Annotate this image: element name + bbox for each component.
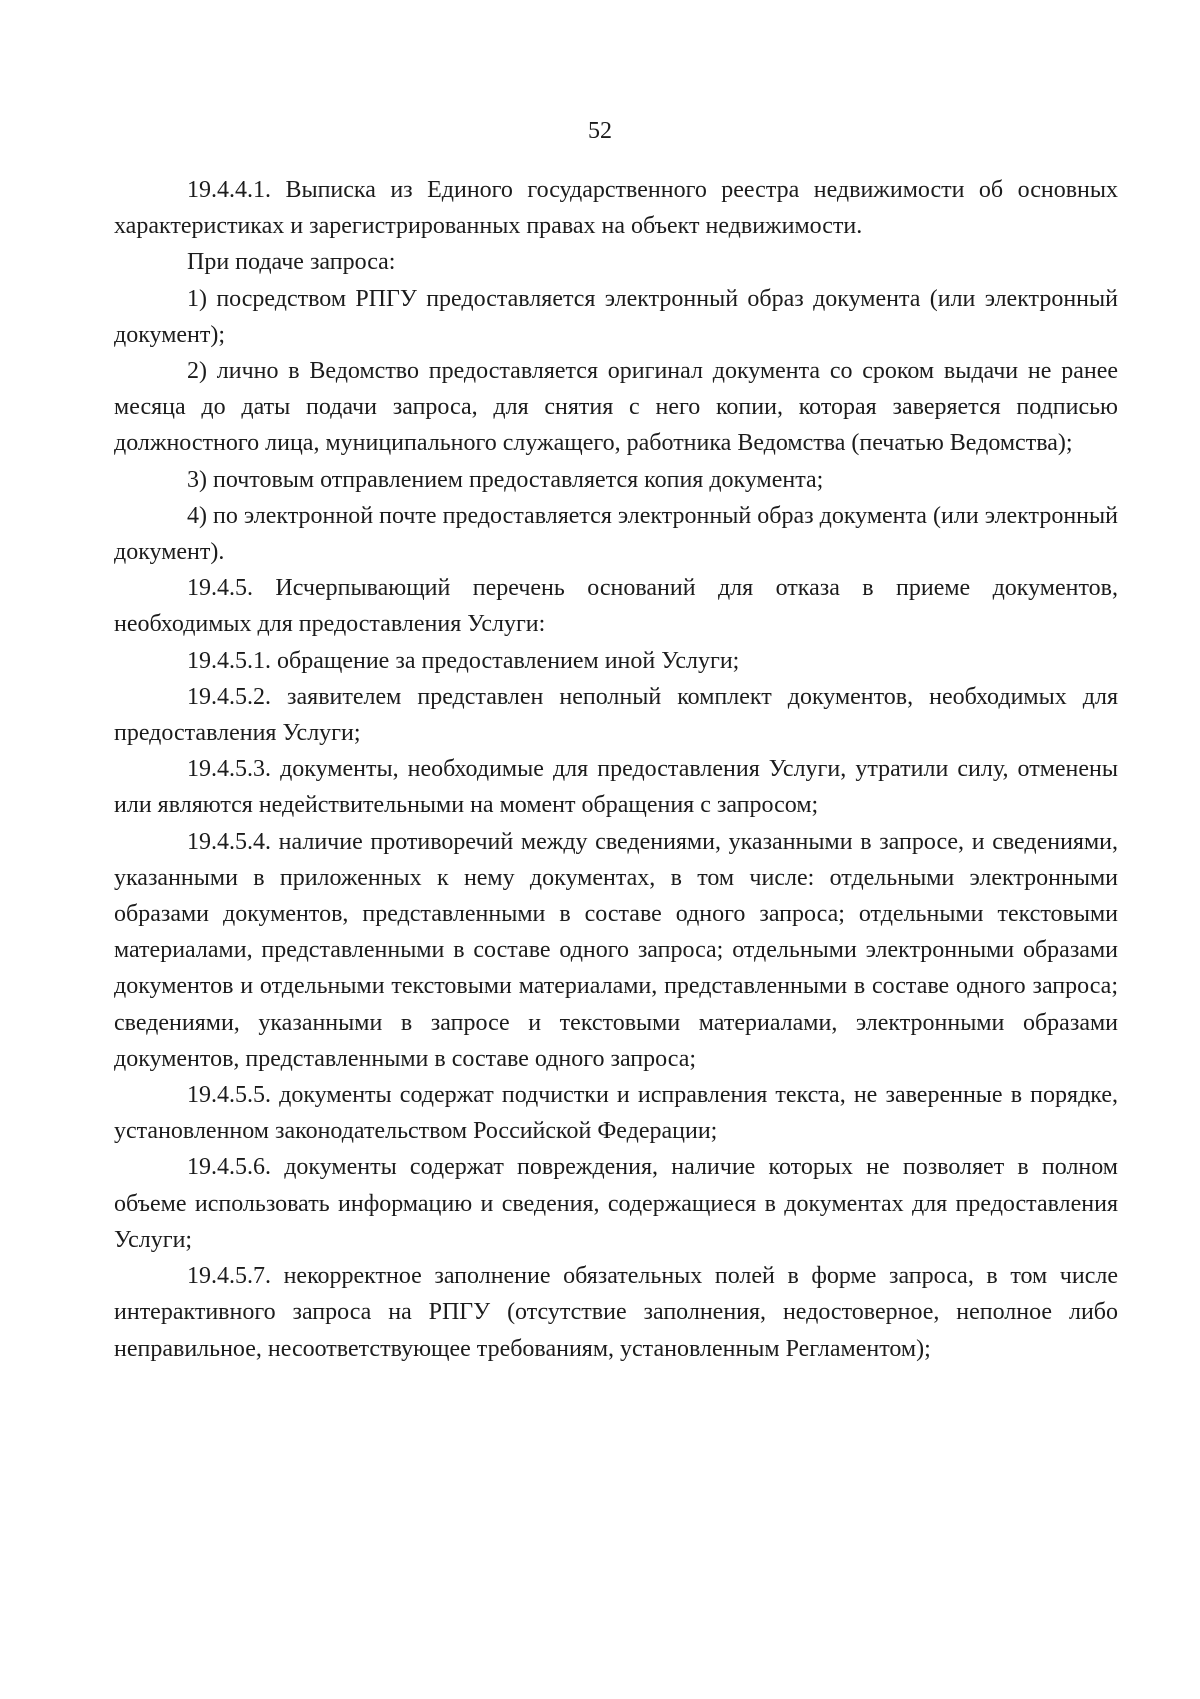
paragraph-19-4-5-1: 19.4.5.1. обращение за предоставлением иной Услуги;	[187, 647, 740, 674]
paragraph-19-4-5-7: 19.4.5.7. некорректное заполнение обязательных полей в форме запроса, в том числе интерактивного запроса на РПГУ (отсутствие заполнения, недостоверное, неполное либо неправильное, несоответствующее требованиям, установленным Регламентом);	[114, 1263, 1118, 1362]
paragraph-item-3: 3) почтовым отправлением предоставляется копия документа;	[187, 466, 824, 493]
paragraph-item-2: 2) лично в Ведомство предоставляется оригинал документа со сроком выдачи не ранее месяца до даты подачи запроса, для снятия с него копии, которая заверяется подписью должностного лица, муниципального служащего, работника Ведомства (печатью Ведомства);	[114, 358, 1118, 457]
paragraph-19-4-5-2: 19.4.5.2. заявителем представлен неполный комплект документов, необходимых для предоставления Услуги;	[114, 683, 1118, 747]
paragraph-19-4-5-4: 19.4.5.4. наличие противоречий между сведениями, указанными в запросе, и сведениями, указанными в приложенных к нему документах, в том числе: отдельными электронными образами документов, представленными в составе одного запроса; отдельными текстовыми материалами, представленными в составе одного запроса; отдельными электронными образами документов и отдельными текстовыми материалами, представленными в составе одного запроса; сведениями, указанными в запросе и текстовыми материалами, электронными образами документов, представленными в составе одного запроса;	[114, 828, 1118, 1072]
paragraph-19-4-5-3: 19.4.5.3. документы, необходимые для предоставления Услуги, утратили силу, отменены или являются недействительными на момент обращения с запросом;	[114, 756, 1118, 819]
paragraph-submission-intro: При подаче запроса:	[187, 249, 396, 276]
paragraph-item-4: 4) по электронной почте предоставляется электронный образ документа (или электронный документ).	[114, 502, 1118, 566]
page-number: 52	[588, 118, 612, 144]
paragraph-19-4-5-5: 19.4.5.5. документы содержат подчистки и исправления текста, не заверенные в порядке, установленном законодательством Российской Федерации;	[114, 1082, 1118, 1145]
paragraph-item-1: 1) посредством РПГУ предоставляется электронный образ документа (или электронный документ);	[114, 285, 1118, 348]
document-body	[114, 172, 1118, 1367]
paragraph-19-4-4-1: 19.4.4.1. Выписка из Единого государственного реестра недвижимости об основных характеристиках и зарегистрированных правах на объект недвижимости.	[114, 177, 1118, 240]
paragraph-19-4-5: 19.4.5. Исчерпывающий перечень оснований для отказа в приеме документов, необходимых для предоставления Услуги:	[114, 575, 1118, 638]
paragraph-19-4-5-6: 19.4.5.6. документы содержат повреждения, наличие которых не позволяет в полном объеме использовать информацию и сведения, содержащиеся в документах для предоставления Услуги;	[114, 1154, 1118, 1253]
